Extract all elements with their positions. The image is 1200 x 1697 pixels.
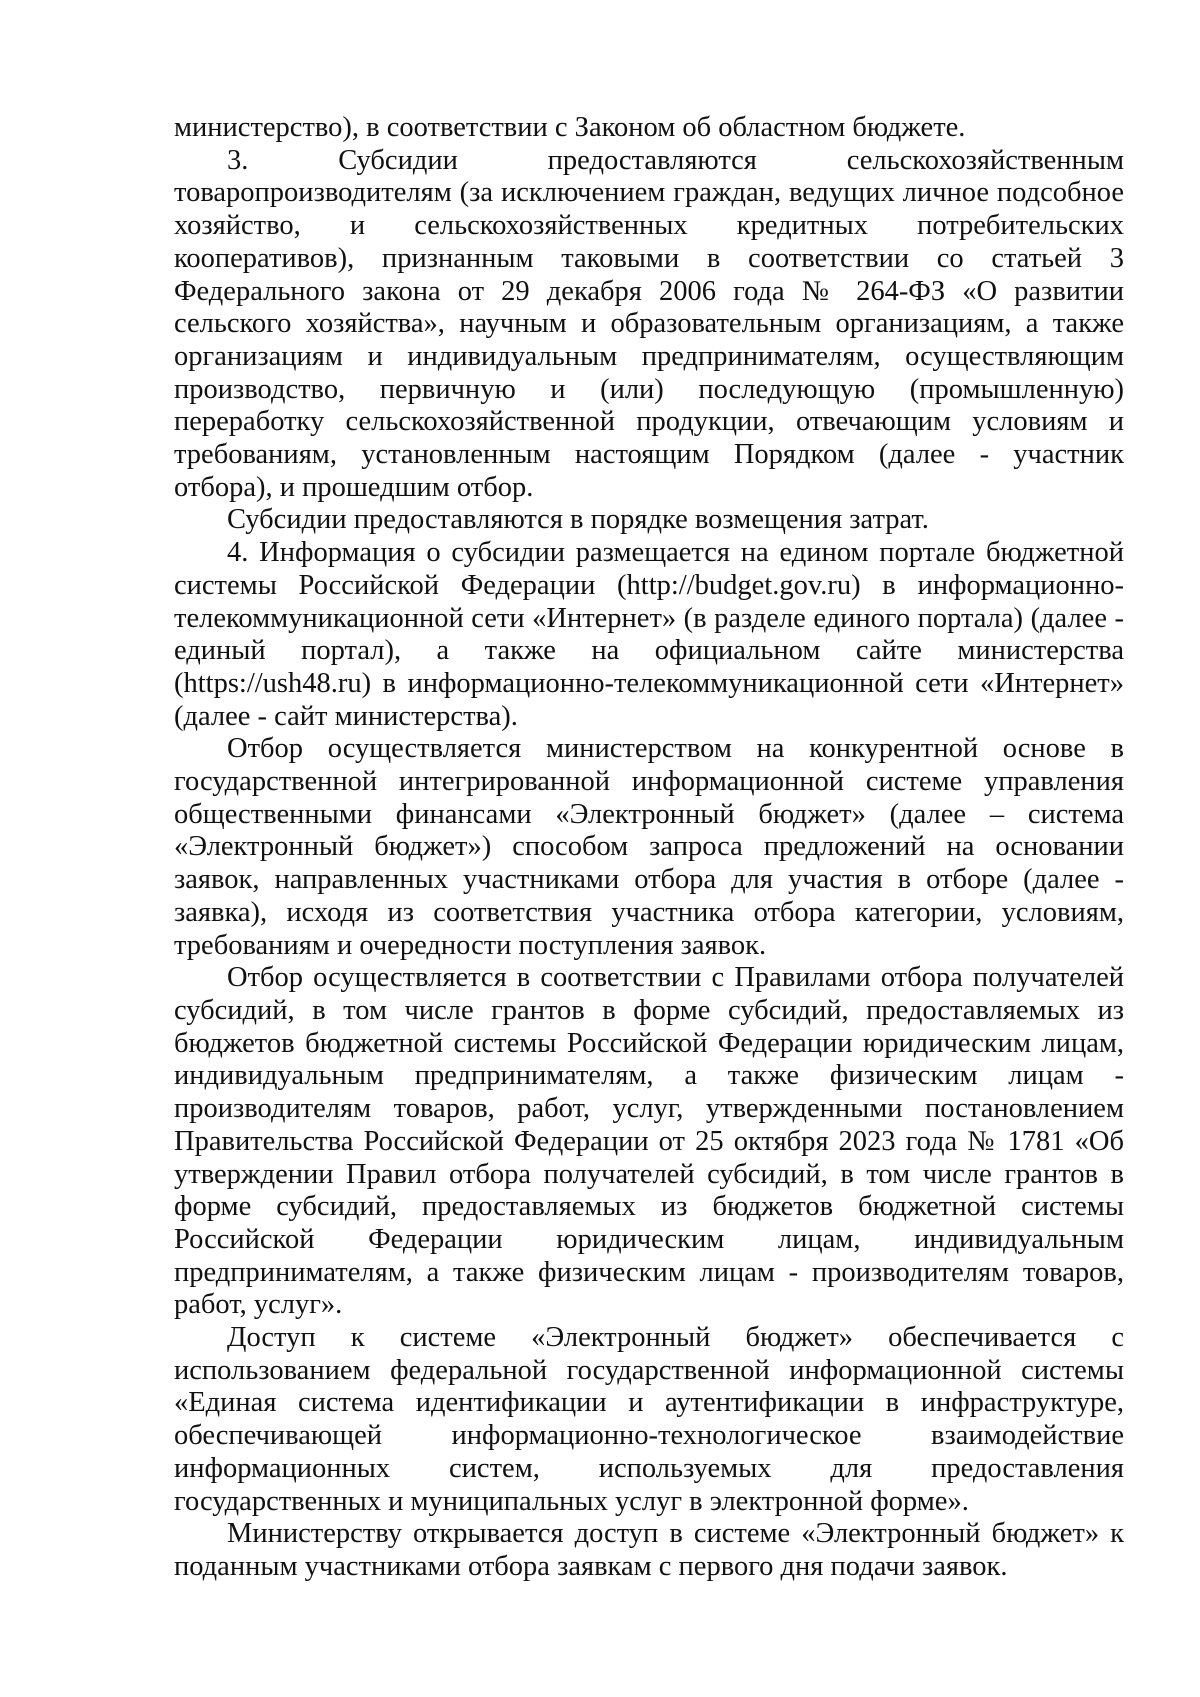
paragraph-selection-rules: Отбор осуществляется в соответствии с Правилами отбора получателей субсидий, в том числе грантов в форме субсидий, предоставляемых из бюджетов бюджетной системы Российской Федерации юридическим лицам, индивидуальным предпринимателям, а также физическим лицам - производителям товаров, работ, услуг, утвержденными постановлением Правительства Российской Федерации от 25 октября 2023 года № 1781 «Об утверждении Правил отбора получателей субсидий, в том числе грантов в форме субсидий, предоставляемых из бюджетов бюджетной системы Российской Федерации юридическим лицам, индивидуальным предпринимателям, а также физическим лицам - производителям товаров, работ, услуг». bbox=[174, 962, 1124, 1321]
paragraph-system-access: Доступ к системе «Электронный бюджет» обеспечивается с использованием федеральной государственной информационной системы «Единая система идентификации и аутентификации в инфраструктуре, обеспечивающей информационно-технологическое взаимодействие информационных систем, используемых для предоставления государственных и муниципальных услуг в электронной форме». bbox=[174, 1322, 1124, 1517]
document-body bbox=[174, 112, 1124, 1584]
paragraph-ministry-access: Министерству открывается доступ в системе «Электронный бюджет» к поданным участниками отбора заявкам с первого дня подачи заявок. bbox=[174, 1518, 1124, 1582]
paragraph-item-3: 3. Субсидии предоставляются сельскохозяйственным товаропроизводителям (за исключением граждан, ведущих личное подсобное хозяйство, и сельскохозяйственных кредитных потребительских кооперативов), признанным таковыми в соответствии со статьей 3 Федерального закона от 29 декабря 2006 года № 264-ФЗ «О развитии сельского хозяйства», научным и образовательным организациям, а также организациям и индивидуальным предпринимателям, осуществляющим производство, первичную и (или) последующую (промышленную) переработку сельскохозяйственной продукции, отвечающим условиям и требованиям, установленным настоящим Порядком (далее - участник отбора), и прошедшим отбор. bbox=[174, 144, 1124, 503]
paragraph-reimbursement: Субсидии предоставляются в порядке возмещения затрат. bbox=[227, 504, 929, 536]
paragraph-item-4: 4. Информация о субсидии размещается на едином портале бюджетной системы Российской Федерации (http://budget.gov.ru) в информационно-телекоммуникационной сети «Интернет» (в разделе единого портала) (далее - единый портал), а также на официальном сайте министерства (https://ush48.ru) в информационно-телекоммуникационной сети «Интернет» (далее - сайт министерства). bbox=[174, 537, 1124, 732]
paragraph-continuation: министерство), в соответствии с Законом об областном бюджете. bbox=[174, 112, 966, 143]
paragraph-selection-method: Отбор осуществляется министерством на конкурентной основе в государственной интегрированной информационной системе управления общественными финансами «Электронный бюджет» (далее – система «Электронный бюджет») способом запроса предложений на основании заявок, направленных участниками отбора для участия в отборе (далее - заявка), исходя из соответствия участника отбора категории, условиям, требованиям и очередности поступления заявок. bbox=[174, 733, 1124, 961]
